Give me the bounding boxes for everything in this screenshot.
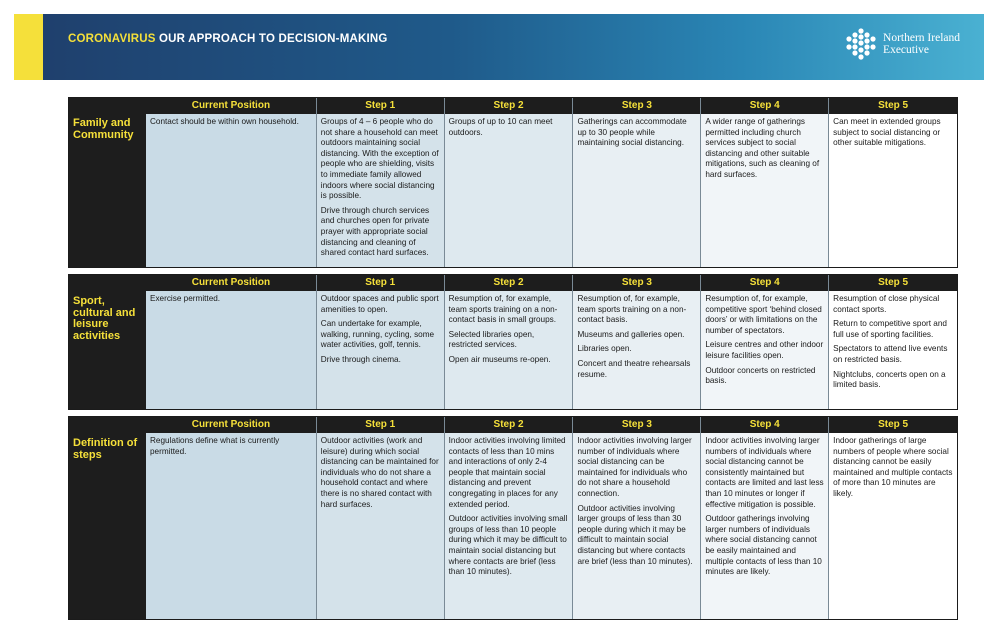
cell-paragraph: Can undertake for example, walking, running, cycling, some water activities, golf, tennis. [320,319,435,350]
row-label: Definition of steps [73,437,138,461]
header-accent-bar [14,14,43,80]
column-step-3 [572,417,700,619]
column-header: Step 2 [445,275,573,291]
cell-paragraph: Open air museums re-open. [448,354,551,364]
column-step-1 [316,275,444,409]
column-header: Step 1 [317,417,444,433]
column-header: Step 1 [317,275,444,291]
cell-paragraph: Concert and theatre rehearsals resume. [577,358,691,379]
cell-body [445,291,573,409]
cell-body [573,433,700,619]
column-header: Step 4 [701,417,828,433]
cell-paragraph: Selected libraries open, restricted services. [448,329,535,350]
cell-paragraph: Outdoor activities involving small groups of less than 10 people during which it may be difficult to maintain social distancing but where contacts are brief (less than 10 minutes). [448,514,568,577]
cell-paragraph: Outdoor gatherings involving larger numbers of individuals where social distancing cannot be easily maintained and multiple contacts of less than 10 minutes are likely. [705,514,822,577]
cell-body [573,291,700,409]
column-step-3 [572,275,700,409]
logo-line-2: Executive [883,44,930,56]
cell-body [701,433,828,619]
cell-paragraph: A wider range of gatherings permitted including church services subject to social distancing and other suitable mitigations, such as cleaning of hard surfaces. [705,117,820,179]
column-header: Current Position [146,275,316,291]
column-header: Step 4 [701,98,828,114]
logo-line-1: Northern Ireland [883,32,960,44]
cell-paragraph: Spectators to attend live events on restricted basis. [833,344,948,364]
cell-body [317,433,444,619]
cell-paragraph: Museums and galleries open. [577,329,685,339]
row-label-panel [69,98,146,267]
column-current-position [146,275,316,409]
ni-executive-logo [845,28,960,60]
column-step-5 [828,98,957,267]
cell-paragraph: Gatherings can accommodate up to 30 people while maintaining social distancing. [577,117,687,148]
steps-grid [146,417,957,619]
column-step-2 [444,98,573,267]
cell-body [146,291,316,409]
cell-paragraph: Leisure centres and other indoor leisure facilities open. [705,340,824,360]
column-header: Step 5 [829,275,957,291]
column-step-3 [572,98,700,267]
column-header: Current Position [146,417,316,433]
cell-paragraph: Resumption of, for example, competitive sport ‘behind closed doors’ or with limitations on the number of spectators. [705,294,822,335]
column-header: Step 3 [573,275,700,291]
column-header: Step 5 [829,98,957,114]
cell-paragraph: Drive through cinema. [320,354,401,364]
column-header: Step 5 [829,417,957,433]
cell-paragraph: Libraries open. [577,344,632,354]
cell-body [445,114,573,267]
cell-paragraph: Nightclubs, concerts open on a limited basis. [833,369,946,390]
cell-paragraph: Contact should be within own household. [150,117,299,126]
cell-paragraph: Outdoor spaces and public sport amenities to open. [320,294,439,314]
column-header: Step 1 [317,98,444,114]
column-header: Step 3 [573,98,700,114]
cell-paragraph: Indoor activities involving larger number of individuals where social distancing can be maintained for individuals who do not share a household connection. [577,436,692,498]
cell-paragraph: Regulations define what is currently permitted. [150,436,280,456]
cell-paragraph: Resumption of, for example, team sports training on a non-contact basis. [577,294,687,325]
column-header: Step 4 [701,275,828,291]
column-header: Step 2 [445,98,573,114]
cell-body [573,114,700,267]
section-definition-of-steps [68,416,958,620]
column-step-4 [700,417,828,619]
title-rest: OUR APPROACH TO DECISION-MAKING [155,33,388,45]
column-step-5 [828,417,957,619]
cell-body [829,291,957,409]
steps-grid [146,98,957,267]
cell-paragraph: Indoor gatherings of large numbers of people where social distancing cannot be easily maintained and multiple contacts of more than 10 minutes are likely. [833,436,953,498]
cell-body [701,291,828,409]
row-label-panel [69,417,146,619]
column-step-5 [828,275,957,409]
column-current-position [146,98,316,267]
steps-grid [146,275,957,409]
cell-paragraph: Can meet in extended groups subject to social distancing or other suitable mitigations. [833,117,941,148]
section-family-and-community [68,97,958,268]
cell-body [317,114,444,267]
cell-paragraph: Outdoor activities involving larger groups of less than 30 people during which it may be difficult to maintain social distancing but where contacts are brief (less than 10 minutes). [577,503,693,566]
cell-paragraph: Exercise permitted. [150,294,221,303]
cell-paragraph: Drive through church services and churches open for private prayer with appropriate social distancing and cleaning of shared contact hard surfaces. [320,205,430,258]
cell-body [146,433,316,619]
column-step-2 [444,417,573,619]
cell-paragraph: Indoor activities involving limited contacts of less than 10 mins and interactions of only 2-4 people that maintain social distancing and prevent congregating in places for any extended period. [448,436,566,509]
cell-paragraph: Outdoor concerts on restricted basis. [705,365,816,386]
cell-paragraph: Return to competitive sport and full use of sporting facilities. [833,319,947,339]
cell-body [701,114,828,267]
column-current-position [146,417,316,619]
cell-paragraph: Groups of 4 – 6 people who do not share a household can meet outdoors maintaining social distancing. With the exception of people who are shielding, visits to immediate family allowed indoors where social distancing is possible. [320,117,439,201]
column-header: Step 3 [573,417,700,433]
column-header: Current Position [146,98,316,114]
cell-paragraph: Resumption of close physical contact sports. [833,294,940,314]
cell-body [829,433,957,619]
cell-paragraph: Resumption of, for example, team sports training on a non-contact basis in small groups. [448,294,558,325]
cell-body [445,433,573,619]
cell-paragraph: Outdoor activities (work and leisure) during which social distancing can be maintained for individuals who do not share a household contact and where there is no shared contact with hard surfaces. [320,436,439,509]
column-header: Step 2 [445,417,573,433]
title-highlight: CORONAVIRUS [68,33,156,45]
cell-body [829,114,957,267]
logo-emblem-icon [845,28,877,60]
row-label-panel [69,275,146,409]
cell-paragraph: Indoor activities involving larger numbers of individuals where social distancing cannot be consistently maintained but contacts are limited and last less than 10 minutes or longer if effective mitigation is possible. [705,436,824,509]
section-sport-cultural-and-leisure-activities [68,274,958,410]
row-label: Sport, cultural and leisure activities [73,295,136,342]
logo-text [883,32,960,56]
column-step-1 [316,98,444,267]
column-step-2 [444,275,573,409]
cell-body [317,291,444,409]
column-step-4 [700,98,828,267]
page-header [14,14,984,80]
cell-body [146,114,316,267]
column-step-1 [316,417,444,619]
page-title [68,33,388,45]
cell-paragraph: Groups of up to 10 can meet outdoors. [448,117,553,137]
column-step-4 [700,275,828,409]
row-label: Family and Community [73,117,134,141]
